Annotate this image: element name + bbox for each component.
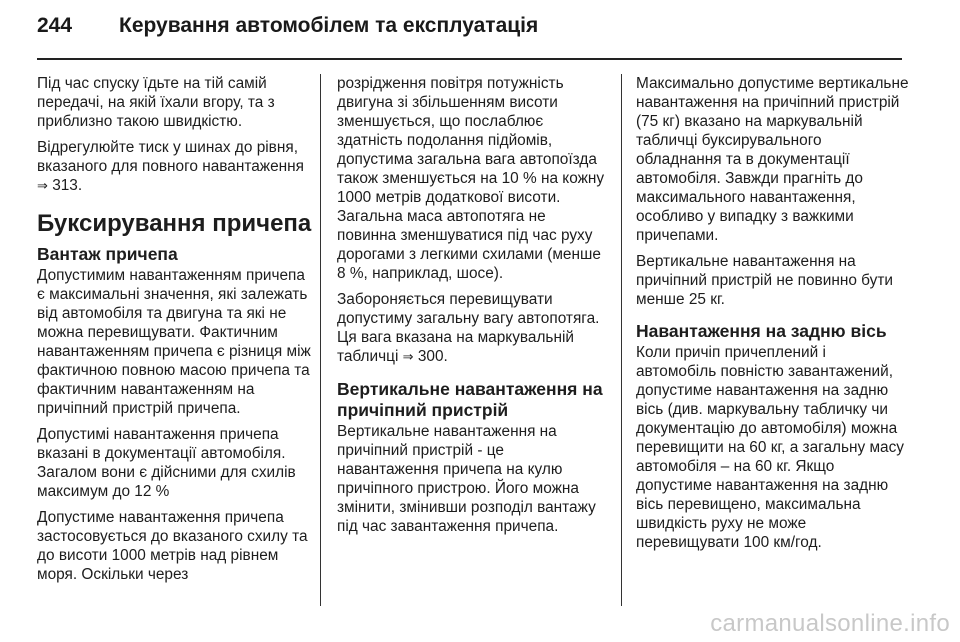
paragraph: Відрегулюйте тиск у шинах до рівня, вказаного для повного навантаження ⇒ 313. [37, 139, 304, 194]
column-3 [636, 74, 910, 612]
paragraph: Вертикальне навантаження на причіпний пристрій - це навантаження причепа на кулю причіпного пристрою. Його можна змінити, змінивши розподіл вантажу під час завантаження причепа. [337, 423, 596, 535]
page-reference[interactable]: 300. [417, 348, 448, 365]
subsection-heading: Навантаження на задню вісь [636, 321, 887, 341]
page-reference[interactable]: 313. [52, 177, 83, 194]
cross-reference-icon: ⇒ [37, 179, 48, 194]
column-1 [37, 74, 313, 612]
paragraph: розрідження повітря потужність двигуна зі збільшенням висоти зменшується, що послаблює здатність подолання підйомів, допустима загальна вага автопоїзда також зменшується на 10 % на кожну 1000 метрів додаткової висоти. Загальна маса автопотяга не повинна зменшуватися під час руху дорогами з легкими схилами (менше 8 %, наприклад, шосе). [337, 75, 605, 282]
paragraph: Максимально допустиме вертикальне навантаження на причіпний пристрій (75 кг) вказано на маркувальній табличці буксирувального обладнання та в документації автомобіля. Завжди прагніть до максимального навантаження, особливо у випадку з важкими причепами. [636, 75, 909, 244]
watermark: carmanualsonline.info [710, 610, 950, 637]
paragraph: Забороняється перевищувати допустиму загальну вагу автопотяга. Ця вага вказана на маркувальній табличці ⇒ 300. [337, 291, 600, 365]
paragraph: Коли причіп причеплений і автомобіль повністю завантажений, допустиме навантаження на задню вісь (див. маркувальну табличку чи документацію до автомобіля) можна перевищити на 60 кг, а загальну масу автомобіля – на 60 кг. Якщо допустиме навантаження на задню вісь перевищено, максимальна швидкість руху не може перевищувати 100 км/год. [636, 344, 905, 551]
page-header [37, 14, 900, 54]
paragraph: Під час спуску їдьте на тій самій передачі, на якій їхали вгору, та з приблизно такою швидкістю. [37, 75, 275, 130]
paragraph: Вертикальне навантаження на причіпний пристрій не повинно бути менше 25 кг. [636, 253, 893, 308]
paragraph: Допустиме навантаження причепа застосовується до вказаного схилу та до висоти 1000 метрів над рівнем моря. Оскільки через [37, 509, 308, 583]
column-divider-1 [320, 74, 321, 606]
paragraph: Допустимим навантаженням причепа є максимальні значення, які залежать від автомобіля та двигуна та які не можна перевищувати. Фактичним навантаженням причепа є різниця між фактичною повною масою причепа та фактичним навантаженням на причіпний пристрій причепа. [37, 267, 311, 417]
cross-reference-icon: ⇒ [402, 350, 414, 365]
subsection-heading: Вантаж причепа [37, 244, 178, 264]
column-divider-2 [621, 74, 622, 606]
section-heading: Буксирування причепа [37, 210, 312, 237]
page-title: Керування автомобілем та експлуатація [119, 14, 539, 37]
paragraph: Допустимі навантаження причепа вказані в документації автомобіля. Загалом вони є дійсними для схилів максимум до 12 % [37, 426, 296, 500]
header-divider [37, 58, 902, 60]
subsection-heading: Вертикальне навантаження на причіпний пристрій [337, 379, 603, 420]
page-number: 244 [37, 14, 73, 37]
column-2 [337, 74, 609, 612]
